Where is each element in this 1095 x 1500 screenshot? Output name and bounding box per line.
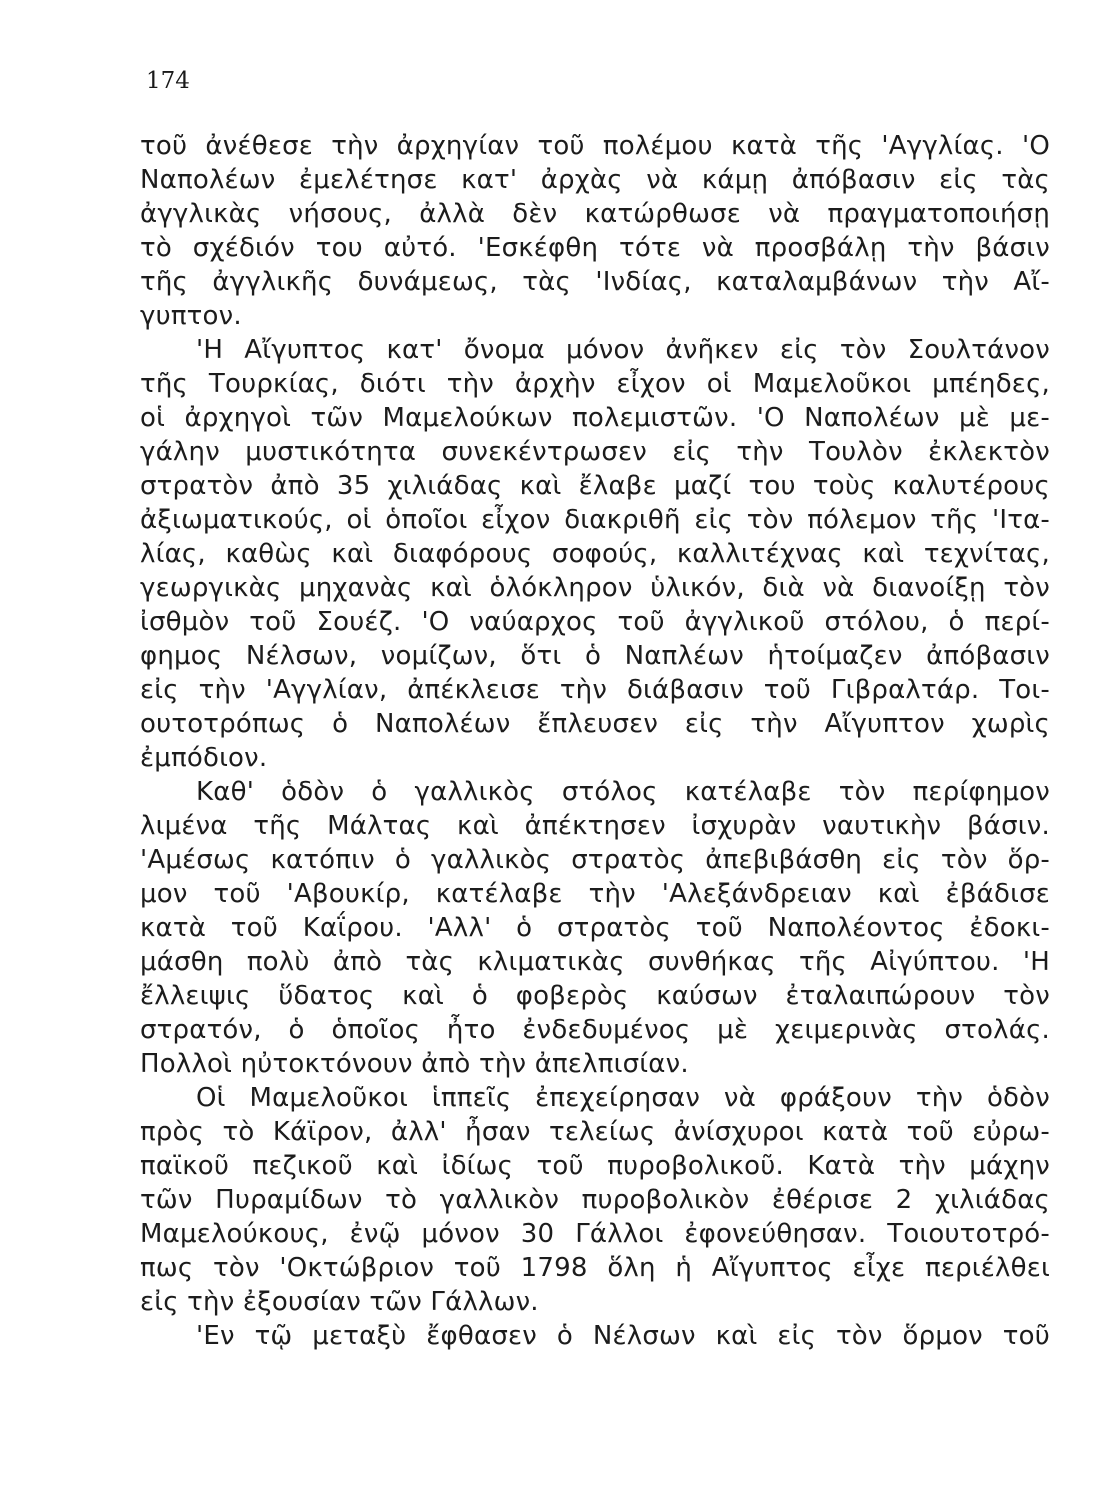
text-line: πως τὸν 'Οκτώβριον τοῦ 1798 ὅλη ἡ Αἴγυπτος εἶχε περιέλθει [140,1253,1050,1283]
text-line: λιμένα τῆς Μάλτας καὶ ἀπέκτησεν ἰσχυρὰν ναυτικὴν βάσιν. [140,811,1050,841]
page-number: 174 [146,68,190,94]
text-line: γεωργικὰς μηχανὰς καὶ ὁλόκληρον ὑλικόν, διὰ νὰ διανοίξῃ τὸν [140,573,1050,603]
text-line: εἰς τὴν 'Αγγλίαν, ἀπέκλεισε τὴν διάβασιν τοῦ Γιβραλτάρ. Τοι- [140,675,1050,705]
text-line: στρατὸν ἀπὸ 35 χιλιάδας καὶ ἔλαβε μαζί του τοὺς καλυτέρους [140,471,1050,501]
text-line: τὸ σχέδιόν του αὐτό. 'Εσκέφθη τότε νὰ προσβάλῃ τὴν βάσιν [140,233,1050,263]
text-line: γάλην μυστικότητα συνεκέντρωσεν εἰς τὴν Τουλὸν ἐκλεκτὸν [140,437,1050,467]
text-line: εἰς τὴν ἐξουσίαν τῶν Γάλλων. [140,1287,539,1317]
text-line: ἀξιωματικούς, οἱ ὁποῖοι εἶχον διακριθῆ εἰς τὸν πόλεμον τῆς 'Ιτα- [140,505,1050,535]
text-line: Καθ' ὁδὸν ὁ γαλλικὸς στόλος κατέλαβε τὸν περίφημον [196,777,1050,807]
text-line: Οἱ Μαμελοῦκοι ἱππεῖς ἐπεχείρησαν νὰ φράξουν τὴν ὁδὸν [196,1083,1050,1113]
text-line: λίας, καθὼς καὶ διαφόρους σοφούς, καλλιτέχνας καὶ τεχνίτας, [140,539,1050,569]
text-line: τοῦ ἀνέθεσε τὴν ἀρχηγίαν τοῦ πολέμου κατὰ τῆς 'Αγγλίας. 'Ο [140,131,1050,161]
text-line: γυπτον. [140,301,242,331]
text-line: στρατόν, ὁ ὁποῖος ἦτο ἐνδεδυμένος μὲ χειμερινὰς στολάς. [140,1015,1050,1045]
text-line: Πολλοὶ ηὐτοκτόνουν ἀπὸ τὴν ἀπελπισίαν. [140,1049,689,1079]
text-line: ἰσθμὸν τοῦ Σουέζ. 'Ο ναύαρχος τοῦ ἀγγλικοῦ στόλου, ὁ περί- [140,607,1050,637]
text-line: 'Εν τῷ μεταξὺ ἔφθασεν ὁ Νέλσων καὶ εἰς τὸν ὅρμον τοῦ [196,1321,1050,1351]
text-line: κατὰ τοῦ Καΐρου. 'Αλλ' ὁ στρατὸς τοῦ Ναπολέοντος ἐδοκι- [140,913,1050,943]
text-line: οἱ ἀρχηγοὶ τῶν Μαμελούκων πολεμιστῶν. 'Ο Ναπολέων μὲ με- [140,403,1050,433]
text-line: μον τοῦ 'Αβουκίρ, κατέλαβε τὴν 'Αλεξάνδρειαν καὶ ἐβάδισε [140,879,1050,909]
text-line: ἔλλειψις ὕδατος καὶ ὁ φοβερὸς καύσων ἐταλαιπώρουν τὸν [140,981,1050,1011]
text-line: ἐμπόδιον. [140,743,268,773]
text-line: πρὸς τὸ Κάϊρον, ἀλλ' ἦσαν τελείως ἀνίσχυροι κατὰ τοῦ εὐρω- [140,1117,1050,1147]
text-line: τῶν Πυραμίδων τὸ γαλλικὸν πυροβολικὸν ἐθέρισε 2 χιλιάδας [140,1185,1050,1215]
text-line: Ναπολέων ἐμελέτησε κατ' ἀρχὰς νὰ κάμῃ ἀπόβασιν εἰς τὰς [140,165,1050,195]
text-line: ἀγγλικὰς νήσους, ἀλλὰ δὲν κατώρθωσε νὰ πραγματοποιήσῃ [140,199,1050,229]
text-line: τῆς Τουρκίας, διότι τὴν ἀρχὴν εἶχον οἱ Μαμελοῦκοι μπέηδες, [140,369,1050,399]
text-line: τῆς ἀγγλικῆς δυνάμεως, τὰς 'Ινδίας, καταλαμβάνων τὴν Αἴ- [140,267,1050,297]
body-text [140,129,1050,1353]
text-line: παϊκοῦ πεζικοῦ καὶ ἰδίως τοῦ πυροβολικοῦ. Κατὰ τὴν μάχην [140,1151,1050,1181]
text-line: φημος Νέλσων, νομίζων, ὅτι ὁ Ναπλέων ἡτοίμαζεν ἀπόβασιν [140,641,1050,671]
text-line: Μαμελούκους, ἐνῷ μόνον 30 Γάλλοι ἐφονεύθησαν. Τοιουτοτρό- [140,1219,1050,1249]
text-line: ουτοτρόπως ὁ Ναπολέων ἔπλευσεν εἰς τὴν Αἴγυπτον χωρὶς [140,709,1050,739]
text-line: 'Η Αἴγυπτος κατ' ὄνομα μόνον ἀνῆκεν εἰς τὸν Σουλτάνον [196,335,1050,365]
text-line: 'Αμέσως κατόπιν ὁ γαλλικὸς στρατὸς ἀπεβιβάσθη εἰς τὸν ὅρ- [140,845,1050,875]
text-line: μάσθη πολὺ ἀπὸ τὰς κλιματικὰς συνθήκας τῆς Αἰγύπτου. 'Η [140,947,1050,977]
